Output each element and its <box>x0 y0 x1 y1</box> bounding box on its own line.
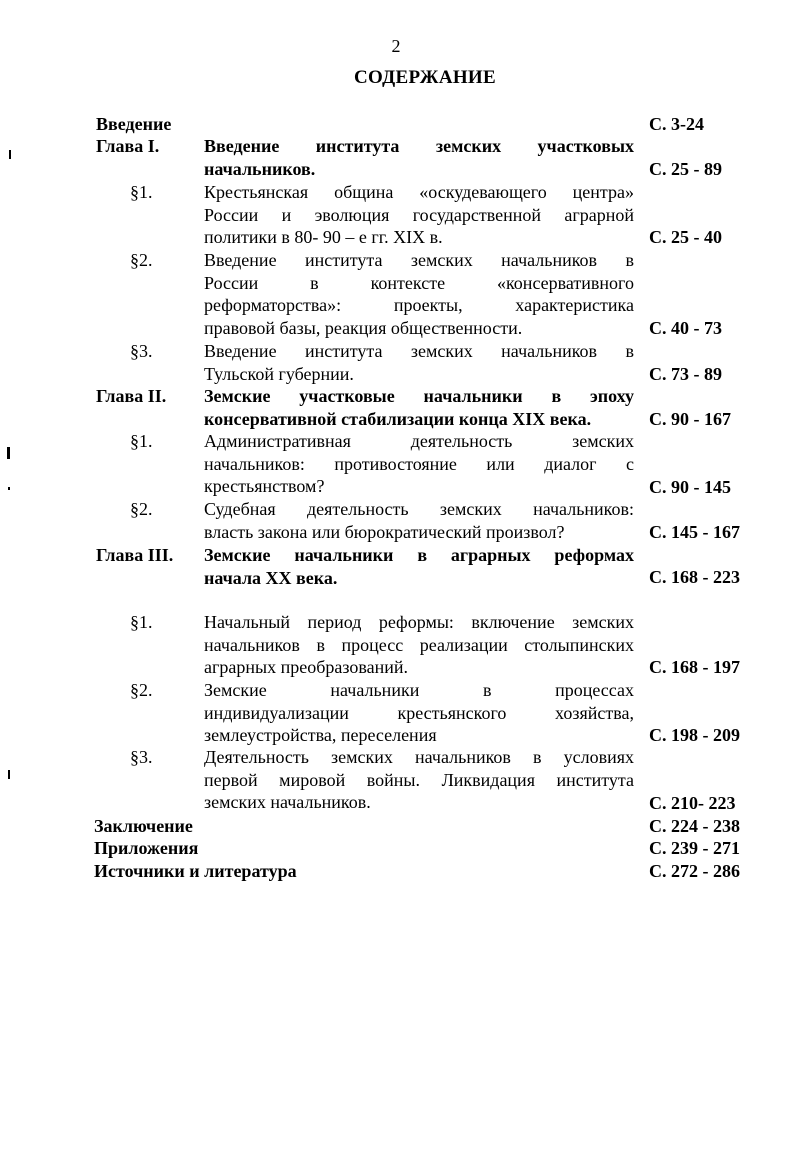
toc-text <box>204 385 634 430</box>
toc-line: Земские начальники в процессах <box>204 680 634 700</box>
toc-pages: С. 25 - 40 <box>649 227 722 247</box>
toc-pages: С. 145 - 167 <box>649 522 740 542</box>
toc-line: начальников. <box>204 158 316 179</box>
toc-text <box>204 679 634 747</box>
toc-label: Глава II. <box>96 386 167 406</box>
scan-mark <box>7 447 10 459</box>
toc-pages: С. 239 - 271 <box>649 838 740 858</box>
page-title: СОДЕРЖАНИЕ <box>354 67 496 88</box>
toc-text <box>204 746 634 814</box>
toc-line: Деятельность земских начальников в условиях <box>204 747 634 767</box>
toc-line: первой мировой войны. Ликвидация института <box>204 769 634 790</box>
toc-line: начальников: противостояние или диалог с <box>204 453 634 474</box>
toc-pages: С. 73 - 89 <box>649 364 722 384</box>
toc-text <box>204 135 634 180</box>
toc-pages: С. 168 - 223 <box>649 567 740 587</box>
toc-label: §3. <box>130 341 153 361</box>
toc-label: §1. <box>130 612 153 632</box>
toc-line: Крестьянская община «оскудевающего центра» <box>204 182 634 202</box>
toc-label: Источники и литература <box>94 861 297 881</box>
toc-label: Приложения <box>94 838 199 858</box>
toc-line: Введение института земских начальников в <box>204 250 634 270</box>
toc-line: Введение института земских участковых <box>204 136 634 156</box>
toc-line: земских начальников. <box>204 792 371 812</box>
toc-line: Введение института земских начальников в <box>204 341 634 361</box>
toc-text <box>204 498 634 543</box>
toc-pages: С. 90 - 167 <box>649 409 731 429</box>
scan-mark <box>8 770 10 779</box>
toc-line: власть закона или бюрократический произвол? <box>204 521 565 542</box>
scan-mark <box>8 487 10 490</box>
toc-label: Введение <box>96 114 172 134</box>
toc-line: России в контексте «консервативного <box>204 272 634 293</box>
toc-pages: С. 40 - 73 <box>649 318 722 338</box>
toc-line: реформаторства»: проекты, характеристика <box>204 295 634 315</box>
toc-label: §1. <box>130 431 153 451</box>
toc-label: §2. <box>130 250 153 270</box>
toc-pages: С. 224 - 238 <box>649 816 740 836</box>
toc-line: России и эволюция государственной аграрной <box>204 204 634 225</box>
toc-pages: С. 210- 223 <box>649 793 736 813</box>
toc-text <box>204 430 634 498</box>
toc-line: крестьянством? <box>204 476 325 496</box>
toc-label: §3. <box>130 747 153 767</box>
toc-pages: С. 3-24 <box>649 114 704 134</box>
toc-text <box>204 249 634 339</box>
toc-line: начала XX века. <box>204 567 338 588</box>
toc-line: Судебная деятельность земских начальников: <box>204 499 634 519</box>
toc-pages: С. 90 - 145 <box>649 477 731 497</box>
toc-label: Заключение <box>94 816 193 836</box>
toc-line: Административная деятельность земских <box>204 431 634 451</box>
toc-line: индивидуализации крестьянского хозяйства, <box>204 702 634 723</box>
toc-pages: С. 25 - 89 <box>649 159 722 179</box>
toc-line: Начальный период реформы: включение земских <box>204 612 634 632</box>
toc-line: Тульской губернии. <box>204 363 354 384</box>
scan-mark <box>9 150 11 159</box>
toc-label: Глава III. <box>96 545 174 565</box>
toc-label: §2. <box>130 680 153 700</box>
toc-line: правовой базы, реакция общественности. <box>204 317 523 338</box>
toc-text <box>204 340 634 385</box>
toc-pages: С. 272 - 286 <box>649 861 740 881</box>
toc-line: землеустройства, переселения <box>204 725 437 745</box>
toc-label: §2. <box>130 499 153 519</box>
toc-label: Глава I. <box>96 136 160 156</box>
toc-text <box>204 544 634 589</box>
toc-label: §1. <box>130 182 153 202</box>
toc-line: аграрных преобразований. <box>204 657 409 677</box>
toc-line: политики в 80- 90 – е гг. XIX в. <box>204 227 443 247</box>
toc-pages: С. 168 - 197 <box>649 657 740 677</box>
toc-line: Земские начальники в аграрных реформах <box>204 545 634 565</box>
toc-line: консервативной стабилизации конца XIX века. <box>204 408 592 429</box>
toc-line: начальников в процесс реализации столыпинских <box>204 634 634 655</box>
toc-text <box>204 181 634 249</box>
toc-text <box>204 611 634 679</box>
page-number: 2 <box>391 36 401 56</box>
toc-pages: С. 198 - 209 <box>649 725 740 745</box>
toc-line: Земские участковые начальники в эпоху <box>204 386 634 406</box>
